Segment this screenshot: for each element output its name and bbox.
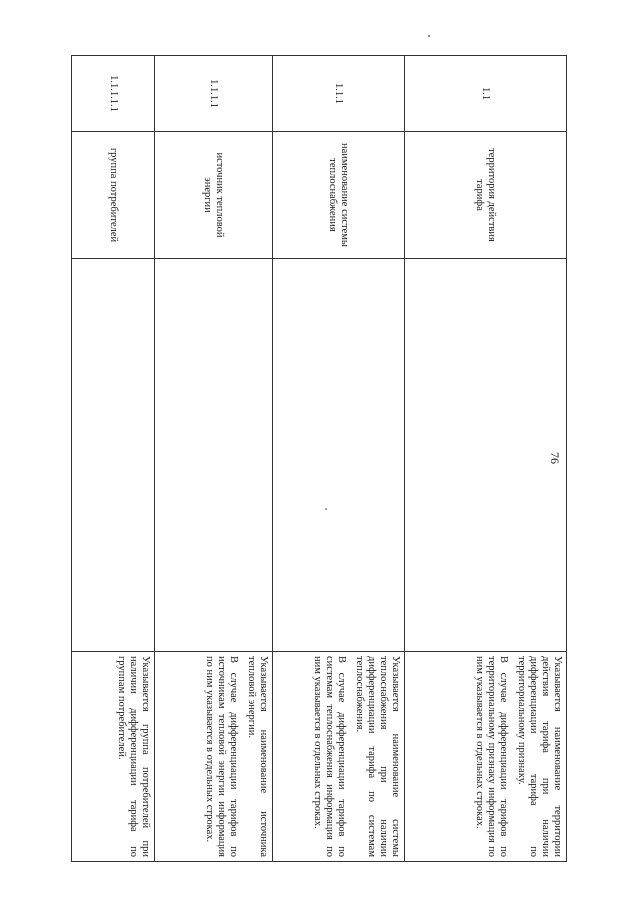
description-paragraph: Указывается наименование источника тепловой энергии. xyxy=(245,656,269,857)
scan-speck xyxy=(428,35,430,37)
row-code: 1.1 xyxy=(404,56,566,132)
rotated-table-sheet xyxy=(71,55,567,861)
table-row xyxy=(272,56,404,862)
page-number: 76 xyxy=(548,452,562,464)
row-code: 1.1.1 xyxy=(272,56,404,132)
row-name: группа потребителей xyxy=(72,132,155,259)
row-description xyxy=(404,652,566,862)
row-description xyxy=(155,652,272,862)
description-paragraph: Указывается наименование системы теплоснабжения при наличии дифференциации тарифа по системам теплоснабжения. xyxy=(353,656,401,857)
row-name: территория действия тарифа xyxy=(404,132,566,259)
description-paragraph: В случае дифференциации тарифов по системам теплоснабжения информация по ним указывается в отдельных строках. xyxy=(311,656,347,857)
row-code: 1.1.1.1 xyxy=(155,56,272,132)
row-description xyxy=(272,652,404,862)
empty-cell xyxy=(272,259,404,652)
table-row xyxy=(404,56,566,862)
table-row xyxy=(155,56,272,862)
row-name: наименование системы теплоснабжения xyxy=(272,132,404,259)
description-paragraph: Указывается группа потребителей при наличии дифференциации тарифа по группам потребителей. xyxy=(116,656,152,857)
definitions-table xyxy=(71,55,567,862)
row-name: источник тепловой энергии xyxy=(155,132,272,259)
empty-cell xyxy=(155,259,272,652)
empty-cell xyxy=(404,259,566,652)
description-paragraph: В случае дифференциации тарифов по источникам тепловой энергии информация по ним указывается в отдельных строках. xyxy=(203,656,239,857)
empty-cell xyxy=(72,259,155,652)
table-row xyxy=(72,56,155,862)
row-description xyxy=(72,652,155,862)
description-paragraph: Указывается наименование территории действия тарифа при наличии дифференциации тарифа по территориальному признаку. xyxy=(516,656,563,857)
description-paragraph: В случае дифференциации тарифов по территориальному признаку информация по ним указывается в отдельных строках. xyxy=(474,656,509,857)
row-code: 1.1.1.1.1 xyxy=(72,56,155,132)
